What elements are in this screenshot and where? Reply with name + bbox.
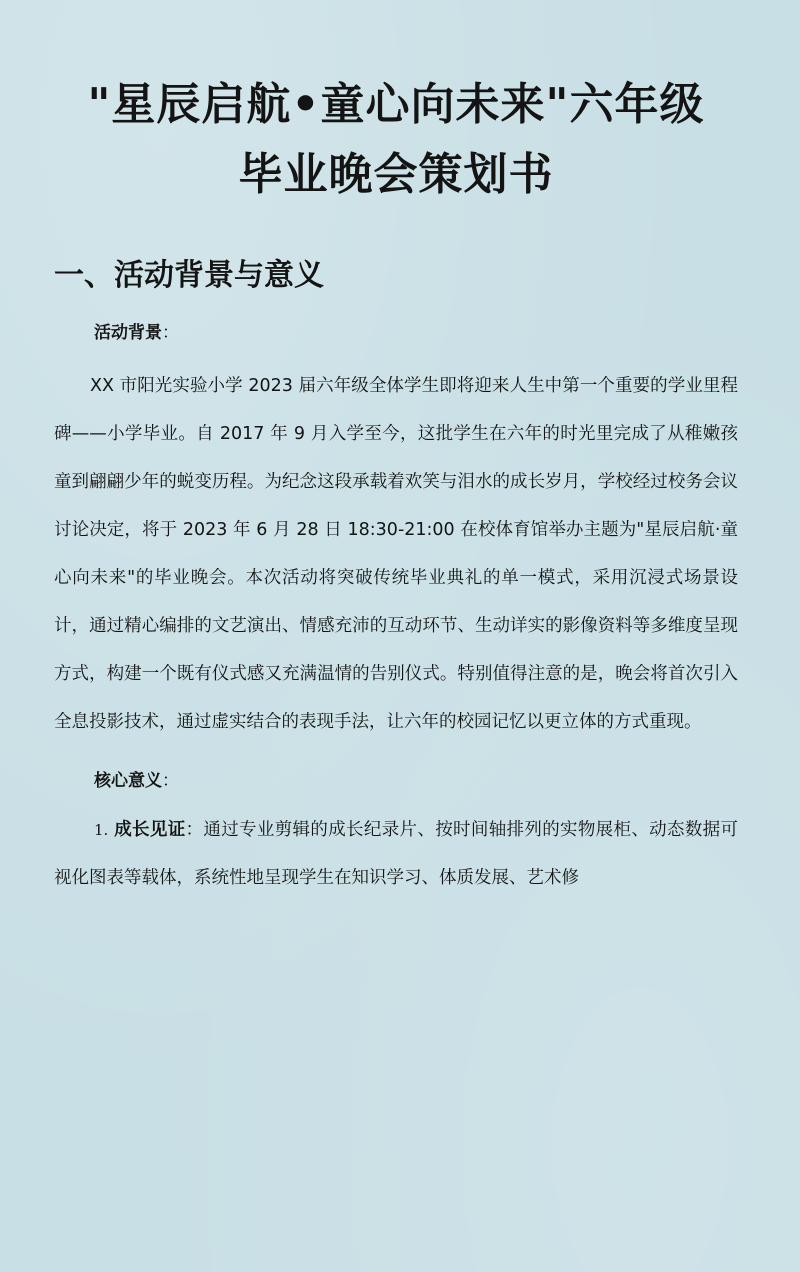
list-item (54, 806, 738, 902)
list-item-separator: ： (185, 820, 204, 840)
significance-colon: ： (162, 771, 179, 791)
background-colon: ： (162, 323, 179, 343)
background-subheading (94, 318, 738, 348)
background-label: 活动背景 (94, 323, 162, 343)
section-heading: 一、活动背景与意义 (54, 258, 324, 293)
document-title (54, 70, 738, 210)
significance-label: 核心意义 (94, 771, 162, 791)
significance-subheading (94, 766, 738, 796)
title-line-2: 毕业晚会策划书 (238, 149, 554, 200)
list-item-number: 1. (94, 821, 109, 839)
list-item-term: 成长见证 (114, 820, 186, 840)
list-item-text: 通过专业剪辑的成长纪录片、按时间轴排列的实物展柜、动态数据可视化图表等载体，系统性地呈现学生在知识学习、体质发展、艺术修 (54, 820, 739, 888)
background-paragraph: XX 市阳光实验小学 2023 届六年级全体学生即将迎来人生中第一个重要的学业里程碑——小学毕业。自 2017 年 9 月入学至今，这批学生在六年的时光里完成了从稚嫩孩童到翩翩少年的蜕变历程。为纪念这段承载着欢笑与泪水的成长岁月，学校经过校务会议讨论决定，将于 2023 年 6 月 28 日 18:30-21:00 在校体育馆举办主题为"星辰启航·童心向未来"的毕业晚会。本次活动将突破传统毕业典礼的单一模式，采用沉浸式场景设计，通过精心编排的文艺演出、情感充沛的互动环节、生动详实的影像资料等多维度呈现方式，构建一个既有仪式感又充满温情的告别仪式。特别值得注意的是，晚会将首次引入全息投影技术，通过虚实结合的表现手法，让六年的校园记忆以更立体的方式重现。 (54, 376, 738, 732)
title-line-1: "星辰启航•童心向未来"六年级 (87, 79, 705, 130)
